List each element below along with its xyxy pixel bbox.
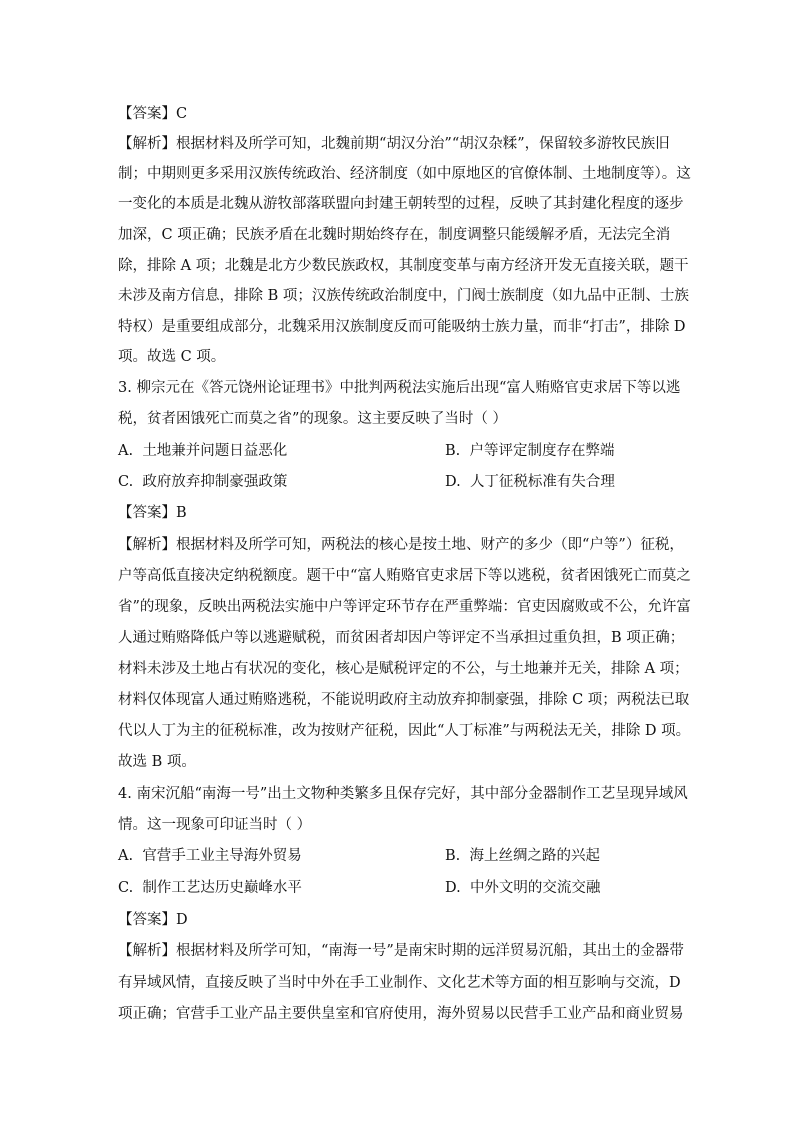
analysis-line: 除，排除 A 项；北魏是北方少数民族政权，其制度变革与南方经济开发无直接关联，题干	[118, 258, 689, 274]
analysis-text: 根据材料及所学可知，北魏前期“胡汉分治”“胡汉杂糅”，保留较多游牧民族旧	[176, 136, 670, 152]
answer-value: D	[176, 912, 188, 928]
analysis-line: 有异域风情，直接反映了当时中外在手工业制作、文化艺术等方面的相互影响与交流，D	[118, 975, 681, 991]
option-a	[118, 846, 302, 866]
option-label: C.	[118, 474, 134, 490]
option-b	[445, 441, 614, 461]
analysis-line: 特权）是重要组成部分，北魏采用汉族制度反而可能吸纳士族力量，而非“打击”，排除 D	[118, 319, 686, 335]
option-text: 官营手工业主导海外贸易	[142, 848, 302, 864]
option-label: C.	[118, 880, 134, 896]
analysis-text: 根据材料及所学可知，两税法的核心是按土地、财产的多少（即“户等”）征税，	[176, 537, 684, 553]
analysis-line: 一变化的本质是北魏从游牧部落联盟向封建王朝转型的过程，反映了其封建化程度的逐步	[118, 196, 684, 212]
analysis-bracket: 【解析】	[118, 136, 176, 152]
option-label: A.	[118, 443, 134, 459]
answer-bracket: 【答案】	[118, 912, 176, 928]
analysis-bracket: 【解析】	[118, 943, 176, 959]
option-c	[118, 878, 302, 898]
analysis-line: 项正确；官营手工业产品主要供皇室和官府使用，海外贸易以民营手工业产品和商业贸易	[118, 1006, 684, 1022]
option-label: B.	[445, 443, 461, 459]
option-text: 制作工艺达历史巅峰水平	[142, 880, 302, 896]
analysis-line: 人通过贿赂降低户等以逃避赋税，而贫困者却因户等评定不当承担过重负担，B 项正确；	[118, 630, 685, 646]
analysis-line: 材料仅体现富人通过贿赂逃税，不能说明政府主动放弃抑制豪强，排除 C 项；两税法已取	[118, 692, 690, 708]
analysis-line: 省”的现象，反映出两税法实施中户等评定环节存在严重弊端：官吏因腐败或不公，允许富	[118, 599, 691, 615]
option-text: 中外文明的交流交融	[469, 880, 601, 896]
answer-line	[118, 503, 678, 523]
analysis-line: 项。故选 C 项。	[118, 349, 226, 365]
analysis-line: 未涉及南方信息，排除 B 项；汉族传统政治制度中，门阀士族制度（如九品中正制、士族	[118, 288, 689, 304]
answer-bracket: 【答案】	[118, 505, 176, 521]
option-text: 户等评定制度存在弊端	[469, 443, 615, 459]
analysis-line	[118, 535, 684, 555]
analysis-line	[118, 941, 684, 961]
answer-line	[118, 104, 678, 124]
option-text: 人丁征税标准有失合理	[469, 474, 615, 490]
option-b	[445, 846, 600, 866]
option-label: D.	[445, 880, 461, 896]
analysis-line	[118, 134, 678, 154]
option-label: A.	[118, 848, 134, 864]
option-text: 海上丝绸之路的兴起	[469, 848, 600, 864]
option-label: D.	[445, 474, 461, 490]
analysis-line: 加深，C 项正确；民族矛盾在北魏时期始终存在，制度调整只能缓解矛盾，无法完全消	[118, 227, 671, 243]
question-line: 税，贫者困饿死亡而莫之省”的现象。这主要反映了当时（ ）	[118, 411, 508, 427]
answer-line	[118, 910, 678, 930]
option-a	[118, 441, 287, 461]
analysis-line: 材料未涉及土地占有状况的变化，核心是赋税评定的不公，与土地兼并无关，排除 A 项；	[118, 661, 689, 677]
analysis-line: 户等高低直接决定纳税额度。题干中“富人贿赂官吏求居下等以逃税，贫者困饿死亡而莫之	[118, 568, 691, 584]
option-label: B.	[445, 848, 461, 864]
answer-value: C	[176, 106, 188, 122]
option-d	[445, 878, 600, 898]
question-line: 4. 南宋沉船“南海一号”出土文物种类繁多且保存完好，其中部分金器制作工艺呈现异域风	[118, 786, 688, 802]
analysis-line: 制；中期则更多采用汉族传统政治、经济制度（如中原地区的官僚体制、土地制度等）。这	[118, 166, 691, 182]
analysis-line: 代以人丁为主的征税标准，改为按财产征税，因此“人丁标准”与两税法无关，排除 D 项。	[118, 723, 691, 739]
option-c	[118, 472, 287, 492]
option-text: 政府放弃抑制豪强政策	[142, 474, 288, 490]
answer-value: B	[176, 505, 187, 521]
question-line: 3. 柳宗元在《答元饶州论证理书》中批判两税法实施后出现“富人贿赂官吏求居下等以逃	[118, 380, 681, 396]
option-text: 土地兼并问题日益恶化	[142, 443, 288, 459]
answer-bracket: 【答案】	[118, 106, 176, 122]
question-line: 情。这一现象可印证当时（ ）	[118, 817, 312, 833]
analysis-line: 故选 B 项。	[118, 754, 196, 770]
option-d	[445, 472, 615, 492]
analysis-bracket: 【解析】	[118, 537, 176, 553]
analysis-text: 根据材料及所学可知，“南海一号”是南宋时期的远洋贸易沉船，其出土的金器带	[176, 943, 684, 959]
